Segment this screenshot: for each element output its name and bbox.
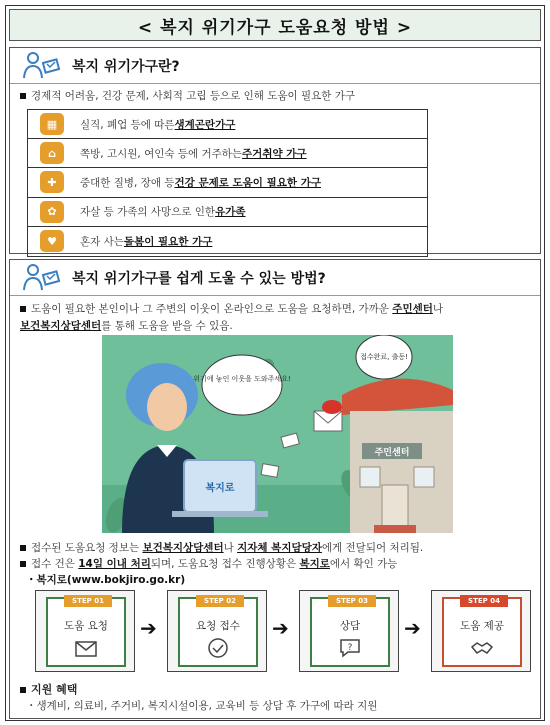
step-card — [442, 597, 522, 667]
item-text: 혼자 사는 — [80, 235, 124, 248]
building-sign-text: 주민센터 — [374, 448, 410, 458]
section-header — [10, 48, 540, 84]
item-text: 실직, 폐업 등에 따른 — [80, 118, 175, 131]
how-paragraph — [20, 301, 532, 335]
item-emphasis: 돌봄이 필요한 가구 — [123, 235, 213, 248]
section-heading: 복지 위기가구를 쉽게 도울 수 있는 방법? — [72, 270, 326, 287]
arrow-icon: ➔ — [272, 616, 289, 640]
bereaved-icon: ✿ — [40, 201, 64, 223]
line-emphasis: 보건복지상담센터 — [142, 542, 224, 554]
section-heading: 복지 위기가구란? — [72, 58, 180, 75]
list-item — [28, 227, 427, 256]
job-loss-icon: ▦ — [40, 113, 64, 135]
line-emphasis: 복지로 — [299, 558, 330, 570]
para-emphasis: 보건복지상담센터 — [20, 320, 102, 332]
line-text: 에서 확인 가능 — [329, 558, 398, 570]
line-text: 접수된 도움요청 정보는 — [31, 542, 143, 554]
bullet-square — [20, 306, 26, 312]
item-text: 중대한 질병, 장애 등 — [80, 176, 175, 189]
step-tag: STEP 03 — [328, 595, 376, 607]
intro-line — [20, 88, 355, 103]
arrow-icon: ➔ — [140, 616, 157, 640]
benefit-text: ・생계비, 의료비, 주거비, 복지시설이용, 교육비 등 상담 후 가구에 따라 지원 — [26, 700, 378, 712]
benefit-heading — [20, 681, 77, 697]
section-what-is — [9, 47, 541, 254]
para-text: 를 통해 도움을 받을 수 있음. — [101, 320, 233, 332]
para-text: 나 — [432, 303, 444, 315]
line-emphasis: 14일 이내 처리 — [78, 558, 151, 570]
house-icon: ⌂ — [40, 142, 64, 164]
list-item — [28, 198, 427, 227]
item-emphasis: 유가족 — [215, 206, 246, 219]
step-label: 도움 요청 — [64, 620, 108, 632]
help-request-illustration — [102, 335, 453, 533]
step-4 — [431, 590, 531, 672]
bullet-square — [20, 93, 26, 99]
step-3 — [299, 590, 399, 672]
bullet-square — [20, 561, 26, 567]
line-emphasis: 지자체 복지담당자 — [237, 542, 322, 554]
envelope-icon — [74, 637, 98, 659]
process-line-2 — [20, 556, 397, 571]
people-help-icon — [22, 51, 62, 81]
speech-bubble-text: 접수완료, 출동! — [360, 353, 408, 361]
item-text: 쪽방, 고시원, 여인숙 등에 거주하는 — [80, 147, 243, 160]
intro-text: 경제적 어려움, 건강 문제, 사회적 고립 등으로 인해 도움이 필요한 가구 — [31, 90, 356, 102]
check-circle-icon — [206, 637, 230, 659]
chat-question-icon — [338, 637, 362, 659]
para-emphasis: 주민센터 — [392, 303, 433, 315]
step-2 — [167, 590, 267, 672]
step-label: 요청 접수 — [196, 620, 240, 632]
item-text: 자살 등 가족의 사망으로 인한 — [80, 206, 216, 219]
step-label: 도움 제공 — [460, 620, 504, 632]
health-icon: ✚ — [40, 171, 64, 193]
speech-bubble-text: 위기에 놓인 이웃을 도와주세요! — [193, 375, 291, 383]
process-line-1 — [20, 540, 423, 555]
page-title: < 복지 위기가구 도움요청 방법 > — [137, 17, 413, 38]
arrow-icon: ➔ — [404, 616, 421, 640]
step-1 — [35, 590, 135, 672]
item-emphasis: 생계곤란가구 — [174, 118, 236, 131]
step-tag: STEP 01 — [64, 595, 112, 607]
svg-text:?: ? — [347, 643, 353, 653]
list-item — [28, 110, 427, 139]
bullet-square — [20, 545, 26, 551]
crisis-type-list — [27, 109, 428, 257]
list-item — [28, 139, 427, 168]
people-help-icon — [22, 263, 62, 293]
section-how-to-help — [9, 259, 541, 719]
bokjiro-site: ・복지로(www.bokjiro.go.kr) — [26, 574, 186, 586]
step-card — [178, 597, 258, 667]
step-tag: STEP 04 — [460, 595, 508, 607]
line-text: 접수 건은 — [31, 558, 79, 570]
step-card — [310, 597, 390, 667]
para-text: 도움이 필요한 본인이나 그 주변의 이웃이 온라인으로 도움을 요청하면, 가까운 — [31, 303, 393, 315]
line-text: 되며, 도움요청 접수 진행상황은 — [150, 558, 300, 570]
care-icon: ♥ — [40, 230, 64, 252]
section-header — [10, 260, 540, 296]
bullet-square — [20, 687, 26, 693]
step-tag: STEP 02 — [196, 595, 244, 607]
line-text: 에게 전달되어 처리됨. — [321, 542, 424, 554]
title-bar — [9, 9, 541, 41]
document-frame — [5, 5, 545, 721]
step-label: 상담 — [339, 620, 361, 632]
handshake-icon — [470, 637, 494, 659]
benefit-heading-text: 지원 혜택 — [31, 683, 78, 696]
item-emphasis: 건강 문제로 도움이 필요한 가구 — [174, 176, 321, 189]
laptop-logo-text: 복지로 — [205, 483, 235, 494]
process-steps — [10, 590, 540, 675]
list-item — [28, 168, 427, 197]
item-emphasis: 주거취약 가구 — [242, 147, 307, 160]
step-card — [46, 597, 126, 667]
line-text: 나 — [223, 542, 238, 554]
